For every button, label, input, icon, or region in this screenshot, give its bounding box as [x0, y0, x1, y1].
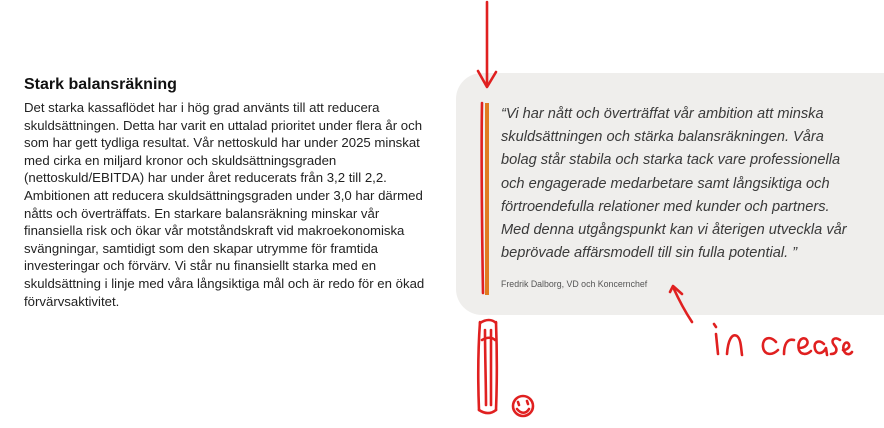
section-body-text: Det starka kassaflödet har i hög grad använts till att reducera skuldsättningen. Detta har varit en uttalad prioritet under flera år och som har gett tydliga resultat. Vår nettoskuld har under 2025 minskat med cirka en miljard kronor och skuldsättningsgraden (nettoskuld/EBITDA) har under året reducerats från 3,2 till 2,2. Ambitionen att reducera skuldsättningsgraden under 3,0 har därmed nåtts och överträffats. En starkare balansräkning minskar vår finansiella risk och ökar vår motståndskraft vid makroekonomiska svängningar, samtidigt som den skapar utrymme för framtida investeringar och förvärv. Vi står nu finansiellt starka med en skuldsättning i linje med våra långsiktiga mål och är redo för en ökad förvärvsaktivitet. — [24, 100, 425, 309]
section-heading: Stark balansräkning — [24, 76, 177, 93]
pull-quote-text: “Vi har nått och överträffat vår ambition att minska skuldsättningen och stärka balansräkningen. Våra bolag står stabila och starka tack vare professionella och engagerade medarbetare samt långsiktiga och förtroendefulla relationer med kunder och partners. Med denna utgångspunkt kan vi återigen utveckla vår beprövade affärsmodell till sin fulla potential. ” — [501, 106, 847, 262]
smiley-face-annotation — [513, 396, 533, 416]
quote-author: Fredrik Dalborg, VD och Koncernchef — [501, 279, 648, 289]
quote-accent-bar — [485, 103, 489, 295]
handwritten-note-annotation — [714, 324, 852, 355]
balance-sheet-section — [24, 76, 444, 310]
scribble-bar-annotation — [478, 320, 496, 413]
